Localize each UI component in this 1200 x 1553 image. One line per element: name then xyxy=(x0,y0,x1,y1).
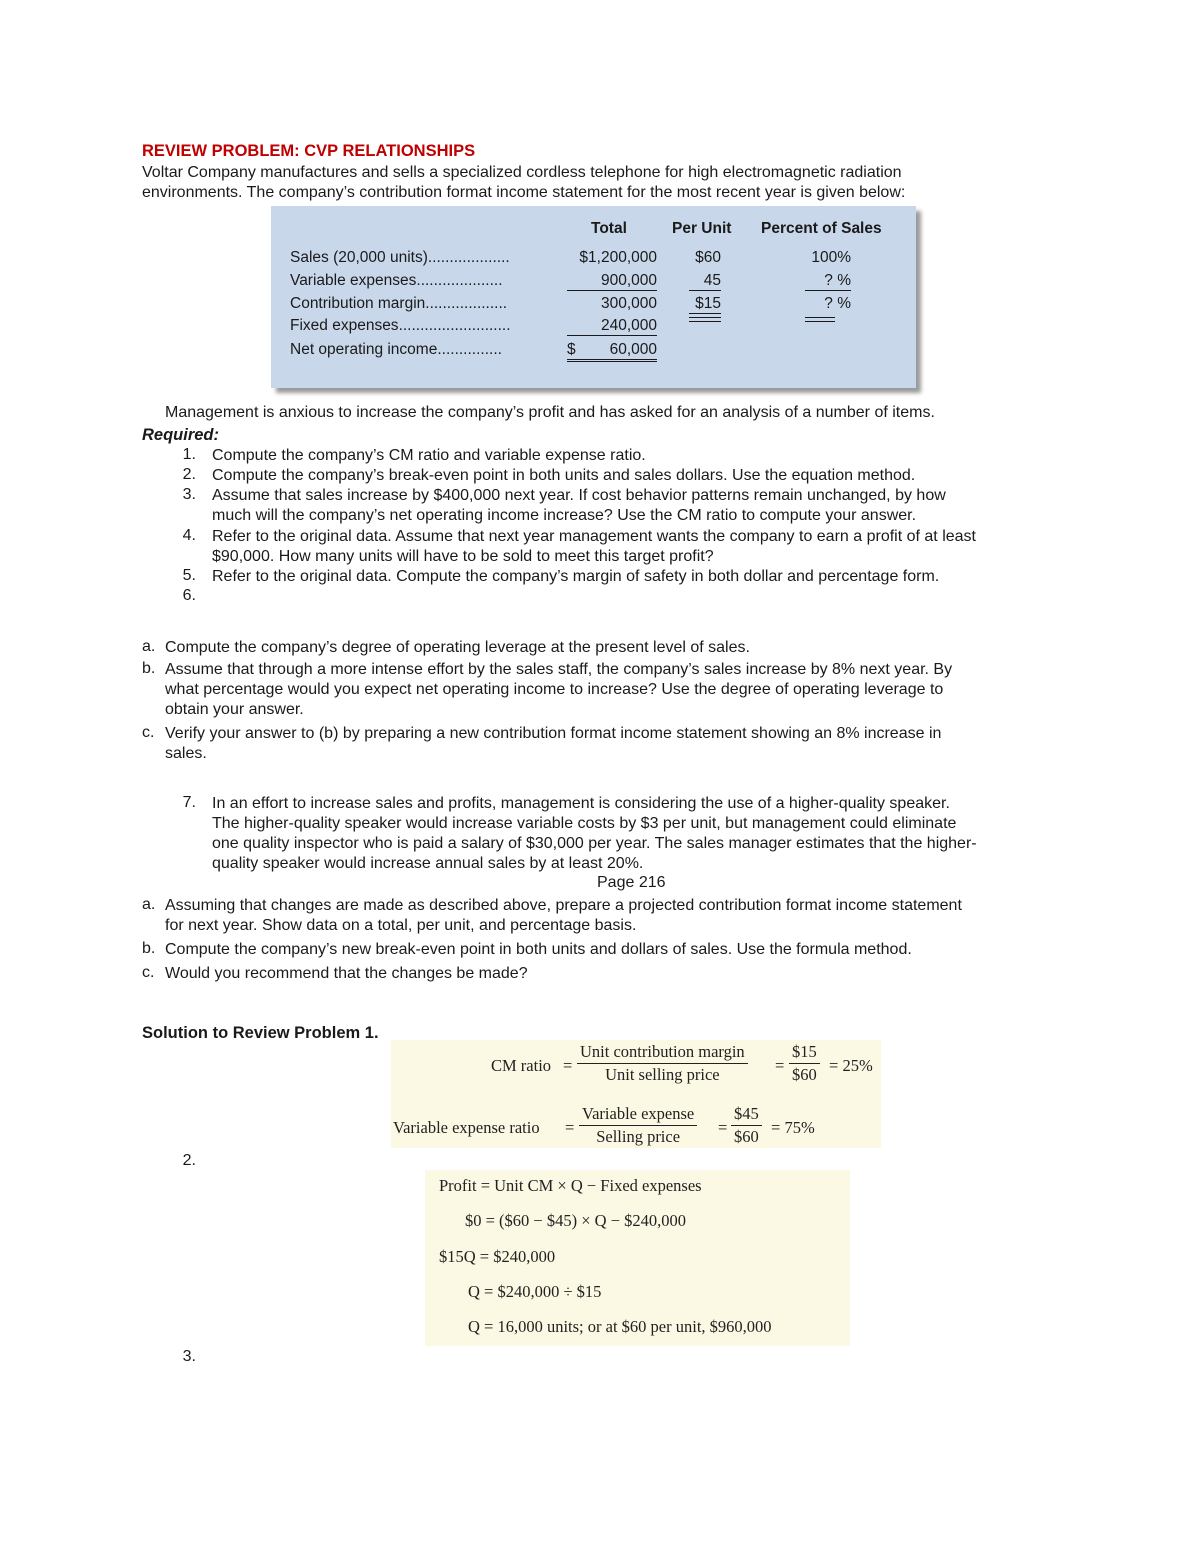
intro-line-1: Voltar Company manufactures and sells a specialized cordless telephone for high electromagnetic radiation xyxy=(142,164,902,181)
item-number: 4. xyxy=(182,527,196,544)
item-number: 6. xyxy=(182,587,196,604)
row-total xyxy=(567,341,657,362)
ratio-formulas: CM ratio = Unit contribution margin Unit selling price = $\frac{\$15}{\$60}$ = 25% Variable expense ratio = Variable expense Selling price = $\frac{\$45}{\$60}$ = 75% xyxy=(391,1040,881,1148)
part-letter: b. xyxy=(142,940,156,957)
equation-line: Q = 16,000 units; or at $60 per unit, $960,000 xyxy=(468,1317,772,1336)
list-item: Refer to the original data. Compute the company’s margin of safety in both dollar and percentage form. xyxy=(212,568,940,585)
header-total: Total xyxy=(591,220,627,237)
part-letter: a. xyxy=(142,638,156,655)
management-text: Management is anxious to increase the company’s profit and has asked for an analysis of a number of items. xyxy=(165,404,935,421)
row-label: Contribution margin................... xyxy=(290,295,508,312)
list-item: In an effort to increase sales and profits, management is considering the use of a higher-quality speaker. The higher-quality speaker would increase variable costs by $3 per unit, but management could eliminate one quality inspector who is paid a salary of $30,000 per year. The sales manager estimates that the higher- quality speaker would increase annual sales by at least 20%. xyxy=(212,795,977,872)
list-item: Assuming that changes are made as described above, prepare a projected contribution format income statement for next year. Show data on a total, per unit, and percentage basis. xyxy=(165,897,962,934)
intro-line-2: environments. The company’s contribution format income statement for the most recent year is given below: xyxy=(142,184,906,201)
row-per-unit: $60 xyxy=(695,249,721,266)
solution-title: Solution to Review Problem 1. xyxy=(142,1024,379,1042)
equation-line: $15Q = $240,000 xyxy=(439,1247,556,1266)
equation-line: Profit = Unit CM × Q − Fixed expenses xyxy=(439,1176,702,1195)
list-item: Compute the company’s new break-even point in both units and dollars of sales. Use the formula method. xyxy=(165,941,912,958)
header-percent: Percent of Sales xyxy=(761,220,882,237)
row-per-unit: $15 xyxy=(689,295,721,314)
row-total: $1,200,000 xyxy=(579,249,657,266)
row-total: 300,000 xyxy=(600,295,657,312)
list-item: Compute the company’s break-even point in both units and sales dollars. Use the equation method. xyxy=(212,467,916,484)
list-item: Assume that sales increase by $400,000 next year. If cost behavior patterns remain unchanged, by how much will the company’s net operating income increase? Use the CM ratio to compute your answer. xyxy=(212,487,946,524)
net-income-value: 60,000 xyxy=(609,341,657,358)
part-letter: b. xyxy=(142,660,156,677)
list-item: Would you recommend that the changes be made? xyxy=(165,965,528,982)
row-per-unit: 45 xyxy=(689,272,721,291)
item-number: 1. xyxy=(182,446,196,463)
header-per-unit: Per Unit xyxy=(672,220,732,237)
item-number: 2. xyxy=(182,1152,196,1169)
list-item: Refer to the original data. Assume that next year management wants the company to earn a profit of at least $90,000. How many units will have to be sold to meet this target profit? xyxy=(212,528,976,565)
part-letter: c. xyxy=(142,964,155,981)
row-total: 900,000 xyxy=(567,272,657,291)
currency-sign: $ xyxy=(567,341,576,358)
row-label: Fixed expenses.......................... xyxy=(290,317,511,334)
item-number: 3. xyxy=(182,1348,196,1365)
row-percent: ? % xyxy=(805,272,851,291)
part-letter: c. xyxy=(142,724,155,741)
equation-line: Q = $240,000 ÷ $15 xyxy=(468,1282,602,1301)
row-label: Net operating income............... xyxy=(290,341,502,358)
row-label: Sales (20,000 units)................... xyxy=(290,249,510,266)
part-letter: a. xyxy=(142,896,156,913)
intro-paragraph xyxy=(142,163,1042,203)
item-number: 3. xyxy=(182,486,196,503)
income-statement-exhibit xyxy=(271,206,916,388)
row-label: Variable expenses.................... xyxy=(290,272,503,289)
list-item: Assume that through a more intense effort by the sales staff, the company’s sales increase by 8% next year. By what percentage would you expect net operating income to increase? Use the degree of operating leverage to obtain your answer. xyxy=(165,661,953,718)
page-title: REVIEW PROBLEM: CVP RELATIONSHIPS xyxy=(142,142,476,160)
break-even-equation xyxy=(425,1170,850,1346)
row-percent: ? % xyxy=(824,295,851,312)
list-item: Compute the company’s degree of operating leverage at the present level of sales. xyxy=(165,639,750,656)
item-number: 2. xyxy=(182,466,196,483)
page-marker: Page 216 xyxy=(597,874,666,891)
item-number: 5. xyxy=(182,567,196,584)
double-rule xyxy=(805,317,835,322)
list-item: Verify your answer to (b) by preparing a new contribution format income statement showing an 8% increase in sales. xyxy=(165,725,942,762)
row-percent: 100% xyxy=(811,249,851,266)
list-item: Compute the company’s CM ratio and variable expense ratio. xyxy=(212,447,646,464)
row-total: 240,000 xyxy=(567,317,657,336)
required-label: Required: xyxy=(142,426,220,444)
double-rule xyxy=(689,317,721,322)
item-number: 7. xyxy=(182,794,196,811)
equation-line: $0 = ($60 − $45) × Q − $240,000 xyxy=(465,1211,687,1230)
